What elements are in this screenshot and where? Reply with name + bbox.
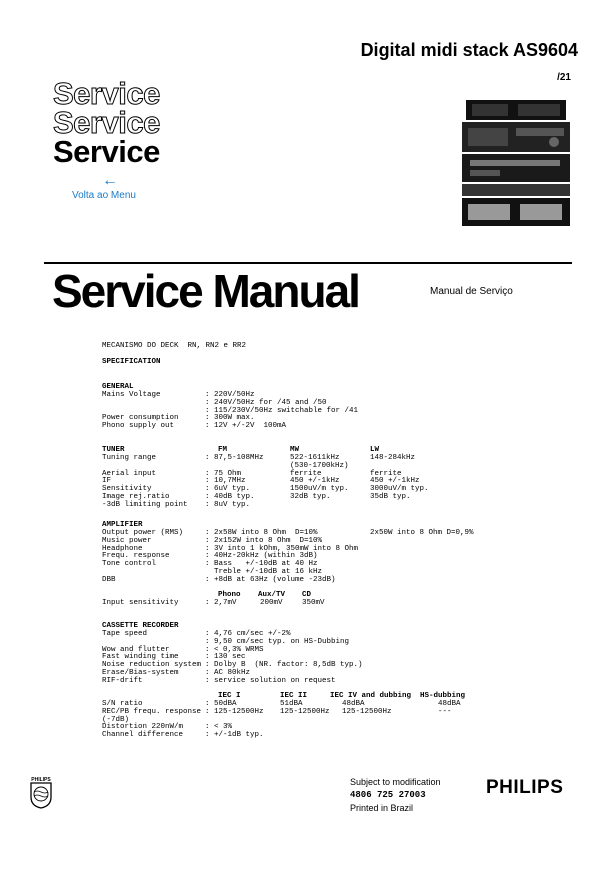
iec-column-header: IEC I <box>218 692 241 700</box>
spec-value: : Dolby B (NR. factor: 8,5dB typ.) <box>205 661 363 670</box>
spec-value: : 115/230V/50Hz switchable for /41 <box>205 406 359 415</box>
spec-value: : 2x58W into 8 Ohm D=10% <box>205 529 318 537</box>
spec-label: Aerial input <box>102 469 157 478</box>
spec-label: RIF-drift <box>102 676 143 685</box>
spec-value: : 10,7MHz <box>205 477 246 486</box>
spec-label: Mains Voltage <box>102 391 161 399</box>
spec-value: : 240V/50Hz for /45 and /50 <box>205 398 327 407</box>
spec-label: Power consumption <box>102 414 179 423</box>
spec-label: Input sensitivity <box>102 599 179 607</box>
tuner-column-header: MW <box>290 446 300 454</box>
service-solid: Service <box>53 134 160 169</box>
service-manual-subtitle: Manual de Serviço <box>430 286 513 297</box>
spec-value: : 50dBA <box>205 700 237 708</box>
general-heading: GENERAL <box>102 383 134 391</box>
input-column-header: Phono <box>218 591 241 599</box>
spec-value: 522-1611kHz <box>290 454 340 462</box>
spec-label: (-7dB) <box>102 715 130 724</box>
tuner-heading: TUNER <box>102 446 125 454</box>
spec-value: : 3V into 1 kOhm, 350mW into 8 Ohm <box>205 544 359 553</box>
spec-label: Distortion 220nW/m <box>102 723 184 732</box>
spec-label: Music power <box>102 536 152 545</box>
spec-value: : 300W max. <box>205 414 255 423</box>
spec-value: --- <box>438 707 452 716</box>
spec-value: : 6uV typ. <box>205 485 251 494</box>
spec-value: : < 0,3% WRMS <box>205 645 264 654</box>
spec-value: 35dB typ. <box>370 493 411 501</box>
spec-label: Tone control <box>102 560 157 569</box>
spec-value: 2x50W into 8 Ohm D=0,9% <box>370 529 474 537</box>
spec-label: REC/PB frequ. response <box>102 707 202 716</box>
spec-value: : 75 Ohm <box>205 469 242 478</box>
tuner-column-header: LW <box>370 446 380 454</box>
spec-label: Tape speed <box>102 630 148 638</box>
spec-label: Noise reduction system <box>102 661 202 670</box>
spec-value: Treble +/-10dB at 16 kHz <box>205 568 323 576</box>
spec-value: 125-12500Hz <box>280 707 330 716</box>
spec-value: : 220V/50Hz <box>205 391 255 399</box>
spec-value: 350mV <box>302 599 325 607</box>
tuner-column-header: FM <box>218 446 228 454</box>
philips-brand: PHILIPS <box>486 777 564 798</box>
spec-value: : 87,5-108MHz <box>205 454 264 462</box>
spec-value: 450 +/-1kHz <box>370 477 420 486</box>
spec-value: 3000uV/m typ. <box>370 485 429 494</box>
spec-value: (530-1700kHz) <box>290 461 349 470</box>
modification-note: Subject to modification <box>350 777 441 787</box>
spec-heading: SPECIFICATION <box>102 358 161 366</box>
spec-label: Wow and flutter <box>102 645 170 654</box>
spec-value: : service solution on request <box>205 676 336 685</box>
spec-value: : 2,7mV <box>205 599 237 607</box>
back-arrow-icon[interactable]: ← <box>102 172 118 189</box>
back-to-menu-link[interactable]: Volta ao Menu <box>72 190 136 201</box>
spec-label: Output power (RMS) <box>102 529 184 537</box>
spec-value: : 9,50 cm/sec typ. on HS-Dubbing <box>205 637 350 646</box>
spec-value: : Bass +/-10dB at 40 Hz <box>205 560 318 569</box>
philips-shield-logo <box>28 775 54 809</box>
spec-value: : AC 80kHz <box>205 669 251 677</box>
spec-value: : 8uV typ. <box>205 500 251 509</box>
spec-label: Frequ. response <box>102 552 170 561</box>
svg-text:PHILIPS: PHILIPS <box>31 777 51 783</box>
spec-label: S/N ratio <box>102 700 143 708</box>
spec-value: 125-12500Hz <box>342 707 392 716</box>
mechanism-line: MECANISMO DO DECK RN, RN2 e RR2 <box>102 342 247 350</box>
spec-label: Fast winding time <box>102 653 179 662</box>
part-number: 4806 725 27003 <box>350 790 426 800</box>
spec-value: : +8dB at 63Hz (volume -23dB) <box>205 575 336 584</box>
spec-label: DBB <box>102 575 116 584</box>
spec-label: Sensitivity <box>102 485 152 494</box>
spec-value: : 40Hz-20kHz (within 3dB) <box>205 552 318 561</box>
spec-value: : 125-12500Hz <box>205 707 264 716</box>
iec-column-header: IEC IV and dubbing <box>330 692 412 700</box>
iec-column-header: IEC II <box>280 692 308 700</box>
spec-value: : 130 sec <box>205 653 246 662</box>
input-column-header: Aux/TV <box>258 591 286 599</box>
spec-label: -3dB limiting point <box>102 500 188 509</box>
spec-value: 148-284kHz <box>370 454 416 462</box>
spec-value: 32dB typ. <box>290 493 331 501</box>
spec-value: : < 3% <box>205 723 233 732</box>
spec-value: 48dBA <box>438 700 461 708</box>
spec-value: : 4,76 cm/sec +/-2% <box>205 630 291 638</box>
cassette-heading: CASSETTE RECORDER <box>102 622 179 630</box>
spec-value: : +/-1dB typ. <box>205 731 264 740</box>
spec-value: 200mV <box>260 599 283 607</box>
spec-value: : 2x152W into 8 Ohm D=10% <box>205 536 323 545</box>
spec-value: 48dBA <box>342 700 365 708</box>
spec-value: 450 +/-1kHz <box>290 477 340 486</box>
footer-info <box>350 776 441 815</box>
input-column-header: CD <box>302 591 312 599</box>
spec-label: Image rej.ratio <box>102 493 170 501</box>
printed-in: Printed in Brazil <box>350 803 414 813</box>
spec-label: Headphone <box>102 544 143 553</box>
spec-value: : 40dB typ. <box>205 493 255 501</box>
product-image <box>458 100 574 228</box>
document-title: Digital midi stack AS9604 <box>360 40 578 60</box>
spec-value: 1500uV/m typ. <box>290 485 349 494</box>
spec-label: Phono supply out <box>102 422 175 431</box>
spec-label: IF <box>102 477 112 486</box>
version-number: /21 <box>557 72 571 83</box>
spec-value: 51dBA <box>280 700 303 708</box>
iec-column-header: HS-dubbing <box>420 692 466 700</box>
service-manual-title: Service Manual <box>52 265 359 317</box>
spec-value: ferrite <box>370 469 402 478</box>
spec-label: Erase/Bias-system <box>102 669 179 677</box>
spec-value: ferrite <box>290 469 322 478</box>
spec-label: Tuning range <box>102 454 157 462</box>
spec-label: Channel difference <box>102 731 184 740</box>
service-outline-2: Service <box>53 105 160 140</box>
spec-value: : 12V +/-2V 100mA <box>205 422 287 431</box>
service-outline-1: Service <box>53 76 160 111</box>
amplifier-heading: AMPLIFIER <box>102 521 143 529</box>
